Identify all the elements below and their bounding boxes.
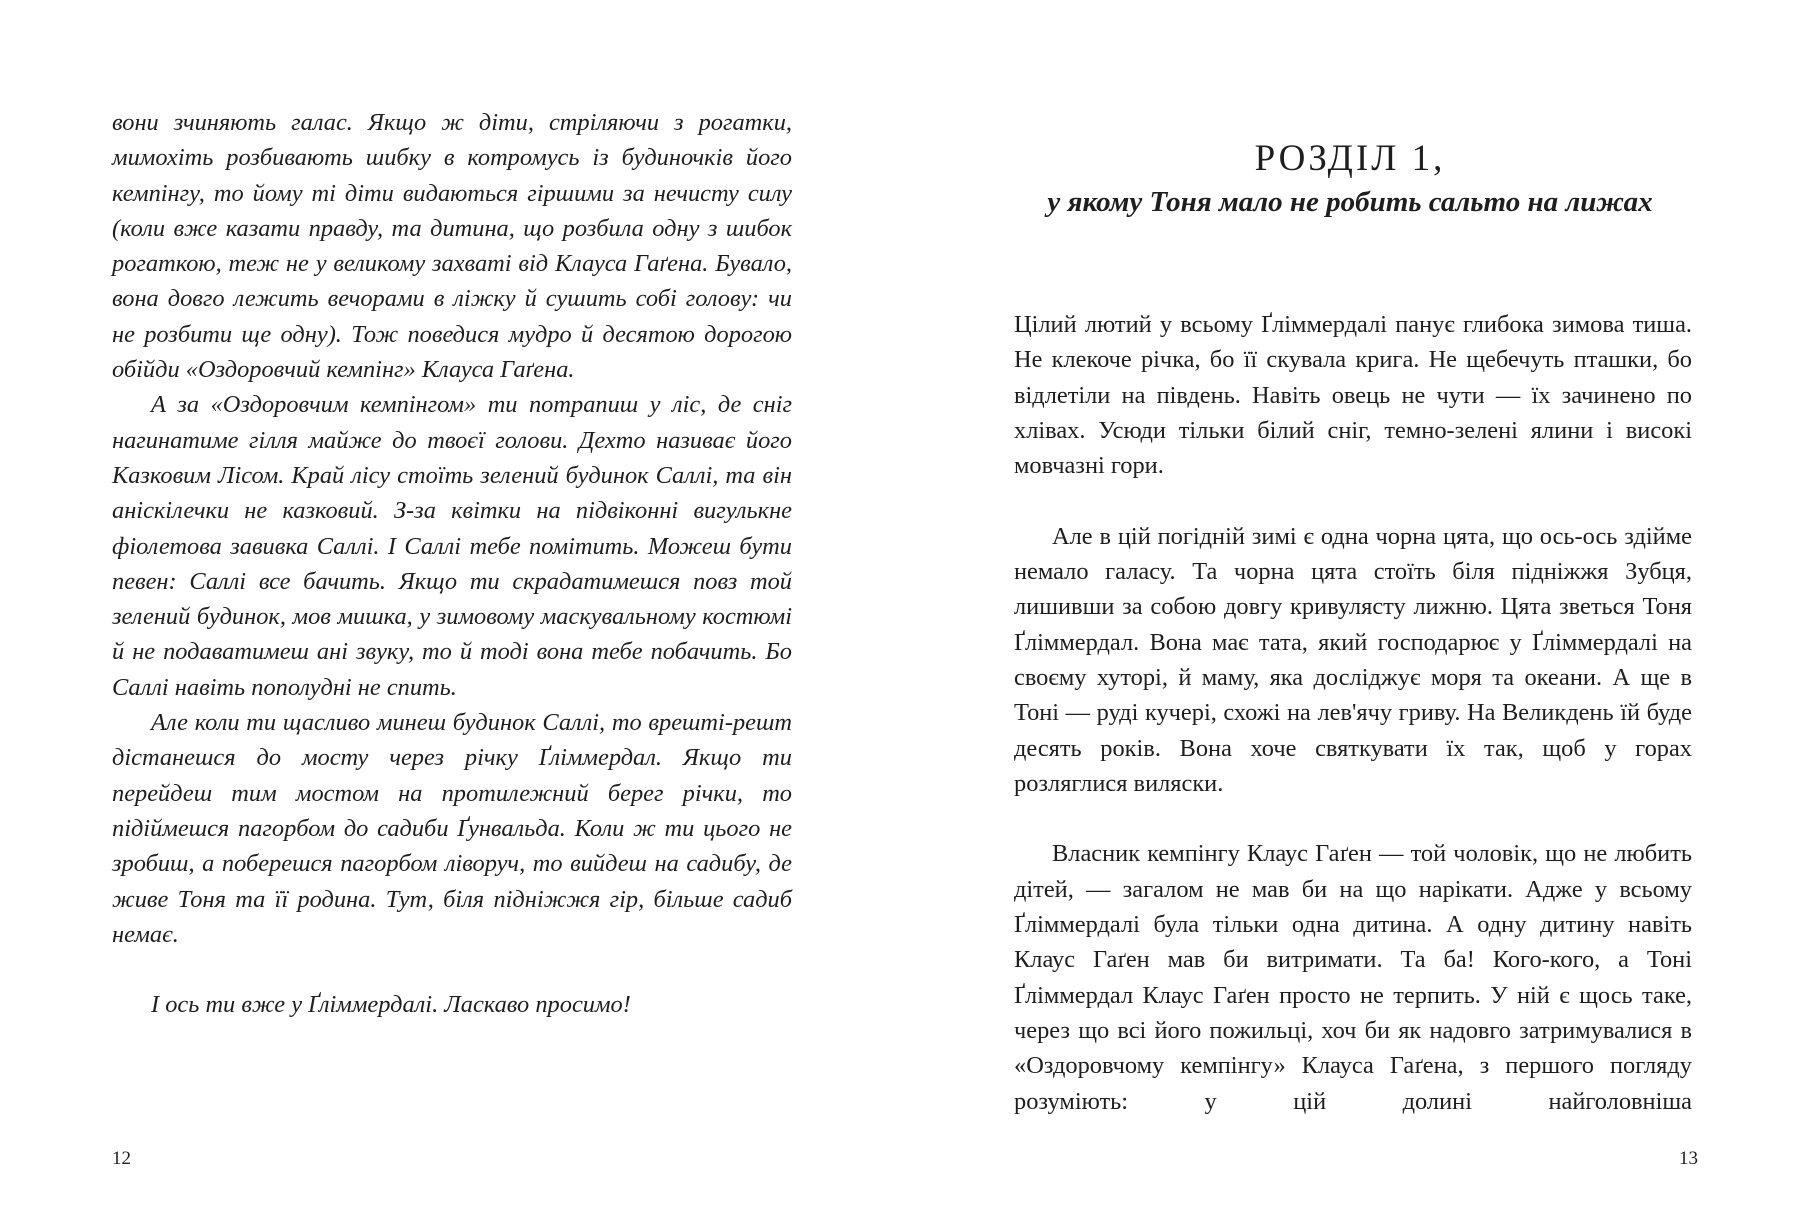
right-page	[900, 0, 1800, 1229]
right-page-text	[1014, 307, 1692, 1119]
right-paragraph-2: Але в цій погідній зимі є одна чорна цята, що ось-ось здійме немало галасу. Та чорна цята стоїть біля підніжжя Зубця, лишивши за собою довгу кривулясту лижню. Цята зветься Тоня Ґліммердал. Вона має тата, який господарює у Ґліммердалі на своєму хуторі, й маму, яка досліджує моря та океани. А ще в Тоні — руді кучері, схожі на лев'ячу гриву. На Великдень їй буде десять років. Вона хоче святкувати їх так, щоб у горах розляглися виляски.	[1014, 522, 1692, 797]
left-paragraph-3: Але коли ти щасливо минеш будинок Саллі, то врешті-решт дістанешся до мосту через річку Ґліммердал. Якщо ти перейдеш тим мостом на протилежний берег річки, то підіймешся пагорбом до садиби Ґунвальда. Коли ж ти цього не зробиш, а поберешся пагорбом ліворуч, то вийдеш на садибу, де живе Тоня та її родина. Тут, біля підніжжя гір, більше садиб немає.	[112, 709, 792, 948]
left-paragraph-2: А за «Оздоровчим кемпінгом» ти потрапиш у ліс, де сніг нагинатиме гілля майже до твоєї голови. Дехто називає його Казковим Лісом. Край лісу стоїть зелений будинок Саллі, та він аніскілечки не казковий. З-за квітки на підвіконні вигулькне фіолетова завивка Саллі. І Саллі тебе помітить. Можеш бути певен: Саллі все бачить. Якщо ти скрадатимешся повз той зелений будинок, мов мишка, у зимовому маскувальному костюмі й не подаватимеш ані звуку, то й тоді вона тебе побачить. Бо Саллі навіть пополудні не спить.	[112, 391, 792, 701]
right-paragraph-3: Власник кемпінгу Клаус Гаґен — той чоловік, що не любить дітей, — загалом не мав би на що нарікати. Адже у всьому Ґліммердалі була тільки одна дитина. А одну дитину навіть Клаус Гаґен мав би витримати. Та ба! Кого-кого, а Тоні Ґліммердал Клаус Гаґен просто не терпить. У ній є щось таке, через що всі його пожильці, хоч би як надовго затримувалися в «Оздоровчому кемпінгу» Клауса Гаґена, з першого погляду розуміють: у цій долині найголовніша	[1014, 840, 1692, 1115]
left-closing-line: І ось ти вже у Ґліммердалі. Ласкаво просимо!	[151, 991, 631, 1019]
left-page-text	[112, 105, 792, 1022]
page-number-left: 12	[112, 1148, 131, 1169]
right-paragraph-1: Цілий лютий у всьому Ґліммердалі панує глибока зимова тиша. Не клекоче річка, бо її скувала крига. Не щебечуть пташки, бо відлетіли на південь. Навіть овець не чути — їх зачинено по хлівах. Усюди тільки білий сніг, темно-зелені ялини і високі мовчазні гори.	[1014, 311, 1692, 480]
chapter-title: РОЗДІЛ 1,	[1254, 138, 1446, 179]
chapter-subtitle: у якому Тоня мало не робить сальто на лижах	[1047, 186, 1653, 218]
page-number-right: 13	[1679, 1148, 1698, 1169]
left-paragraph-1: вони зчиняють галас. Якщо ж діти, стріляючи з рогатки, мимохіть розбивають шибку в котромусь із будиночків його кемпінгу, то йому ті діти видаються гіршими за нечисту силу (коли вже казати правду, та дитина, що розбила одну з шибок рогаткою, теж не у великому захваті від Клауса Гаґена. Бувало, вона довго лежить вечорами в ліжку й сушить собі голову: чи не розбити ще одну). Тож поведися мудро й десятою дорогою обійди «Оздоровчий кемпінг» Клауса Гаґена.	[112, 109, 792, 384]
